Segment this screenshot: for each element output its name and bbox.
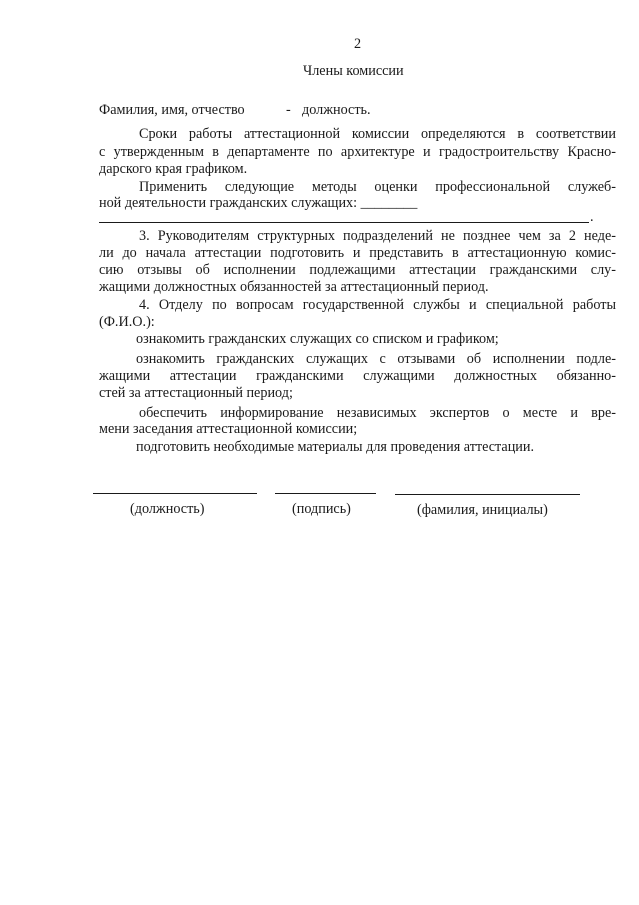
- paragraph-3-line-4: жащими должностных обязанностей за аттестационный период.: [99, 279, 489, 295]
- paragraph-2-blank-line: [99, 222, 589, 223]
- signature-position-line: [93, 493, 257, 494]
- page-number: 2: [354, 36, 362, 52]
- paragraph-1-line-2: с утвержденным в департаменте по архитектуре и градостроительству Красно-: [99, 144, 616, 160]
- signature-sign-line: [275, 493, 376, 494]
- member-name-label: Фамилия, имя, отчество: [99, 102, 245, 118]
- paragraph-3-line-3: сию отзывы об исполнении подлежащими аттестации гражданскими слу-: [99, 262, 616, 278]
- signature-position-label: (должность): [130, 501, 205, 517]
- paragraph-8-line-1: подготовить необходимые материалы для проведения аттестации.: [136, 439, 535, 455]
- paragraph-2-line-2: ной деятельности гражданских служащих: ________: [99, 195, 418, 211]
- paragraph-1-line-3: дарского края графиком.: [99, 161, 248, 177]
- paragraph-6-line-1: ознакомить гражданских служащих с отзывами об исполнении подле-: [136, 351, 616, 367]
- signature-name-line: [395, 494, 580, 495]
- paragraph-7-line-2: мени заседания аттестационной комиссии;: [99, 421, 358, 437]
- paragraph-2-line-1: Применить следующие методы оценки профессиональной служеб-: [139, 179, 616, 195]
- paragraph-3-line-2: ли до начала аттестации подготовить и представить в аттестационную комис-: [99, 245, 616, 261]
- paragraph-5-line-1: ознакомить гражданских служащих со списком и графиком;: [136, 331, 499, 347]
- heading-commission-members: Члены комиссии: [303, 63, 404, 79]
- signature-name-label: (фамилия, инициалы): [417, 502, 548, 518]
- paragraph-4-line-2: (Ф.И.О.):: [99, 314, 155, 330]
- paragraph-7-line-1: обеспечить информирование независимых экспертов о месте и вре-: [139, 405, 616, 421]
- paragraph-3-line-1: 3. Руководителям структурных подразделений не позднее чем за 2 неде-: [139, 228, 616, 244]
- paragraph-6-line-2: жащими аттестации гражданскими служащими должностных обязанно-: [99, 368, 616, 384]
- paragraph-1-line-1: Сроки работы аттестационной комиссии определяются в соответствии: [139, 126, 616, 142]
- paragraph-2-period: .: [590, 209, 594, 225]
- paragraph-4-line-1: 4. Отделу по вопросам государственной службы и специальной работы: [139, 297, 616, 313]
- paragraph-6-line-3: стей за аттестационный период;: [99, 385, 293, 401]
- signature-sign-label: (подпись): [292, 501, 351, 517]
- member-dash: -: [286, 102, 291, 118]
- member-position-label: должность.: [302, 102, 371, 118]
